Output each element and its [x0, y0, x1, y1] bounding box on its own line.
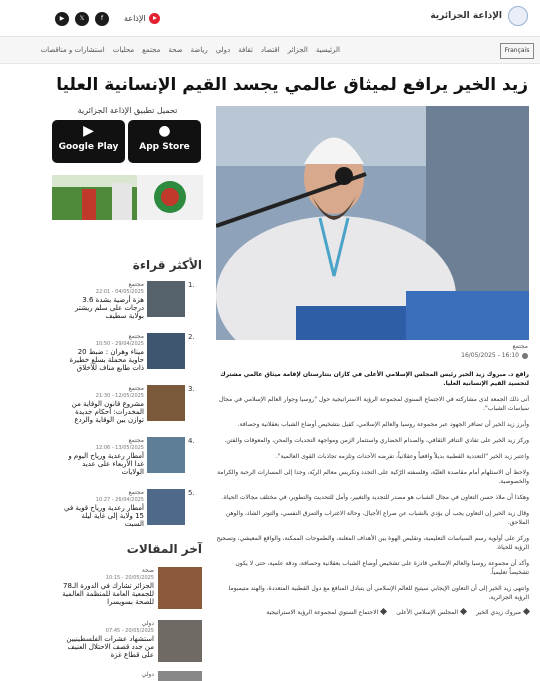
article-paragraph: وهكذا أن ملاذ حسن التعاون في مجال الشباب هو مصدر للتجديد والتغيير، وأمل للتحديث والتطوير، في مختلف مجالات الحياة.: [221, 494, 529, 501]
rank-number: 5.: [188, 489, 195, 497]
article-date-text: 16:10 - 16/05/2025: [461, 352, 519, 359]
item-category: مجتمع: [128, 333, 144, 340]
article-paragraph: وأبرز زيد الخير أن تضافر الجهود عبر مجموعة روسيا والعالم الإسلامي، كفيل بتشخيص أوضاع الشباب بعقلانية وحصافة.: [237, 421, 529, 428]
rank-number: 2.: [188, 333, 195, 341]
most-read-item[interactable]: [62, 333, 202, 373]
item-date: 04/05/2025 - 22:01: [95, 289, 144, 295]
item-category: دولي: [141, 620, 154, 627]
radio-label: الإذاعة: [124, 14, 146, 23]
tag-icon: [380, 608, 387, 615]
thumbnail: [147, 333, 185, 369]
nav-item-algeria[interactable]: الجزائر: [287, 46, 308, 54]
article-category[interactable]: مجتمع: [512, 343, 528, 350]
nav-item-tenders[interactable]: استشارات و مناقصات: [40, 46, 105, 54]
article-paragraph: ولاحظ أن الاستلهام أمام مقاصده العليّة، وفلسفته الرّكية على التجدد وتكريس معالم الريّة، وجدا إلى المسارات الرحبة والكرامة والخصوصية.: [217, 469, 529, 485]
thumbnail: [158, 620, 202, 662]
site-name: الإذاعة الجزائرية: [430, 11, 502, 21]
thumbnail: [158, 567, 202, 609]
item-title: ميناء وهران : ضبط 20 حاوية محملة بسلع خطيرة ذات طابع مناف للأخلاق: [69, 348, 144, 372]
promo-banner[interactable]: [52, 175, 203, 220]
nav-item-international[interactable]: دولي: [215, 46, 231, 54]
item-title: استشهاد عشرات الفلسطينيين من جدد قصف الاحتلال العنيف على قطاع غزة: [66, 635, 154, 659]
item-category: مجتمع: [128, 489, 144, 496]
latest-articles-title: آخر المقالات: [126, 542, 202, 556]
article-paragraph: واعتبر زيد الخير "التعددية القطبية بديلاً واقعياً وعقلانياً، تفرضه الأحداث وتلزمه تجاذبات القوى العالمية".: [275, 453, 529, 460]
main-nav: [0, 36, 540, 64]
thumbnail: [158, 671, 202, 681]
thumbnail: [147, 437, 185, 473]
app-store-button[interactable]: ● App Store: [128, 120, 201, 163]
item-date: 12/05/2025 - 21:30: [95, 393, 144, 399]
article-paragraph: وقال زيد الخير إن التعاون يجب أن يؤدي بالشباب عن صراع الأجيال، وحالة الاغتراب والتمزق النفسي، والتوتر الشاذ، والوهن الملاحق.: [225, 510, 529, 526]
item-title: الجزائر تشارك في الدورة الـ78 للجمعية العامة للمنظمة العالمية للصحة بسويسرا: [62, 582, 154, 606]
article-paragraph: وركز زيد الخير على تفادي التنافر الثقافي، والصدام الحضاري واستثمار الزمن ومواجهة التحديات والمحن، والمعوقات والفتن.: [224, 437, 529, 444]
tag-link[interactable]: الاجتماع السنوي لمجموعة الرؤية الاستراتيجية: [266, 609, 386, 616]
item-category: صحة: [141, 567, 154, 574]
google-play-icon: ▶: [83, 123, 94, 139]
latest-item[interactable]: [62, 620, 202, 664]
nav-item-economy[interactable]: اقتصاد: [260, 46, 280, 54]
youtube-icon[interactable]: ▶: [55, 12, 69, 26]
most-read-item[interactable]: [62, 385, 202, 425]
twitter-icon[interactable]: 𝕏: [75, 12, 89, 26]
article-paragraph: وانتهى زيد الخير إلى أن التعاون الإيجابي سيتيح للعالم الإسلامي أن يتبادل المنافع مع دول القطبية المتعددة، والهند متيمبوما الرؤية الجزائرية.: [228, 585, 529, 601]
nav-item-local[interactable]: محليات: [112, 46, 135, 54]
item-category: مجتمع: [128, 281, 144, 288]
most-read-title: الأكثر قراءة: [132, 258, 202, 272]
most-read-item[interactable]: [62, 489, 202, 529]
rank-number: 1.: [188, 281, 195, 289]
app-store-badges: [52, 120, 203, 163]
article-paragraph: أتى ذلك الجمعة لدى مشاركته في الاجتماع السنوي لمجموعة الرؤية الاستراتيجية حول "روسيا وجوار العالم الإسلامي في مجال سياسات الشباب".: [218, 396, 529, 412]
nav-item-home[interactable]: الرئيسية: [315, 46, 340, 54]
thumbnail: [147, 489, 185, 525]
latest-item[interactable]: [62, 671, 202, 681]
rank-number: 4.: [188, 437, 195, 445]
item-date: 13/05/2025 - 12:06: [95, 445, 144, 451]
article-lead: راقع د. مبروك زيد الخير رئيس المجلس الإسلامي الأعلى في كازان بتتارستان لإقامة ميثاق عالمي مشترك لتجسيد القيم الإنسانية العليا.: [220, 371, 529, 387]
article-paragraph: وأكد أن مجموعة روسيا والعالم الإسلامي قادرة على تشخيص أوضاع الشباب بعقلانية وحصافة، ودقة علمية، حتى لا يكون تشخيصاً تعليمياً.: [235, 560, 529, 576]
item-category: مجتمع: [128, 385, 144, 392]
item-category: مجتمع: [128, 437, 144, 444]
clock-icon: [522, 353, 528, 359]
facebook-icon[interactable]: f: [95, 12, 109, 26]
article-hero-image: [216, 106, 529, 340]
article-headline: زيد الخير يرافع لميثاق عالمي يجسد القيم الإنسانية العليا: [56, 75, 528, 95]
google-play-button[interactable]: ▶ Google Play: [52, 120, 125, 163]
top-bar: [0, 0, 540, 36]
tag-icon: [460, 608, 467, 615]
item-title: أمطار رعدية ورياح قوية في 15 ولاية إلى غاية ليلة السبت: [64, 504, 144, 528]
item-title: هزة أرضية بشدة 3.6 درجات على سلم ريشتر بولاية سطيف: [75, 296, 144, 320]
item-date: 26/04/2025 - 10:27: [95, 497, 144, 503]
tag-link[interactable]: المجلس الإسلامي الأعلى: [396, 609, 466, 616]
item-category: دولي: [141, 671, 154, 678]
sidebar: [52, 106, 203, 115]
most-read-item[interactable]: [62, 281, 202, 321]
app-download-title: تحميل تطبيق الإذاعة الجزائرية: [77, 106, 178, 115]
article-tags: [216, 609, 529, 616]
thumbnail: [147, 385, 185, 421]
item-date: 20/05/2025 - 10:15: [105, 575, 154, 581]
item-date: 20/05/2025 - 07:45: [105, 628, 154, 634]
apple-icon: ●: [158, 123, 171, 139]
play-icon: [149, 13, 160, 24]
nav-item-health[interactable]: صحة: [168, 46, 183, 54]
nav-item-society[interactable]: مجتمع: [142, 46, 161, 54]
nav-item-sports[interactable]: رياضة: [190, 46, 208, 54]
tag-icon: [523, 608, 530, 615]
nav-item-culture[interactable]: ثقافة: [238, 46, 253, 54]
article-paragraph: وركز على أولوية رسم السياسات التعليمية، وتقليص الهوة بين الأهداف المعلنة، والطموحات الممكنة، والواقع المعيشي، وتصحيح الرؤية للحياة.: [216, 535, 529, 551]
language-button[interactable]: Français: [500, 43, 534, 59]
item-date: 29/04/2025 - 10:50: [95, 341, 144, 347]
site-logo[interactable]: [430, 6, 528, 26]
thumbnail: [147, 281, 185, 317]
item-title: مشروع قانون الوقاية من المخدرات: أحكام جديدة توازن بين الوقاية والردع: [71, 400, 144, 424]
article-body: [216, 370, 529, 616]
rank-number: 3.: [188, 385, 195, 393]
item-title: أمطار رعدية ورياح اليوم و غدا الأربعاء على عديد الولايات: [68, 452, 144, 476]
article-date: [461, 352, 528, 359]
tag-link[interactable]: مبروك زيدي الخير: [476, 609, 529, 616]
latest-item[interactable]: [62, 567, 202, 611]
emblem-icon: [508, 6, 528, 26]
live-radio-button[interactable]: [124, 13, 160, 24]
nav-menu: [41, 46, 340, 54]
most-read-item[interactable]: [62, 437, 202, 477]
